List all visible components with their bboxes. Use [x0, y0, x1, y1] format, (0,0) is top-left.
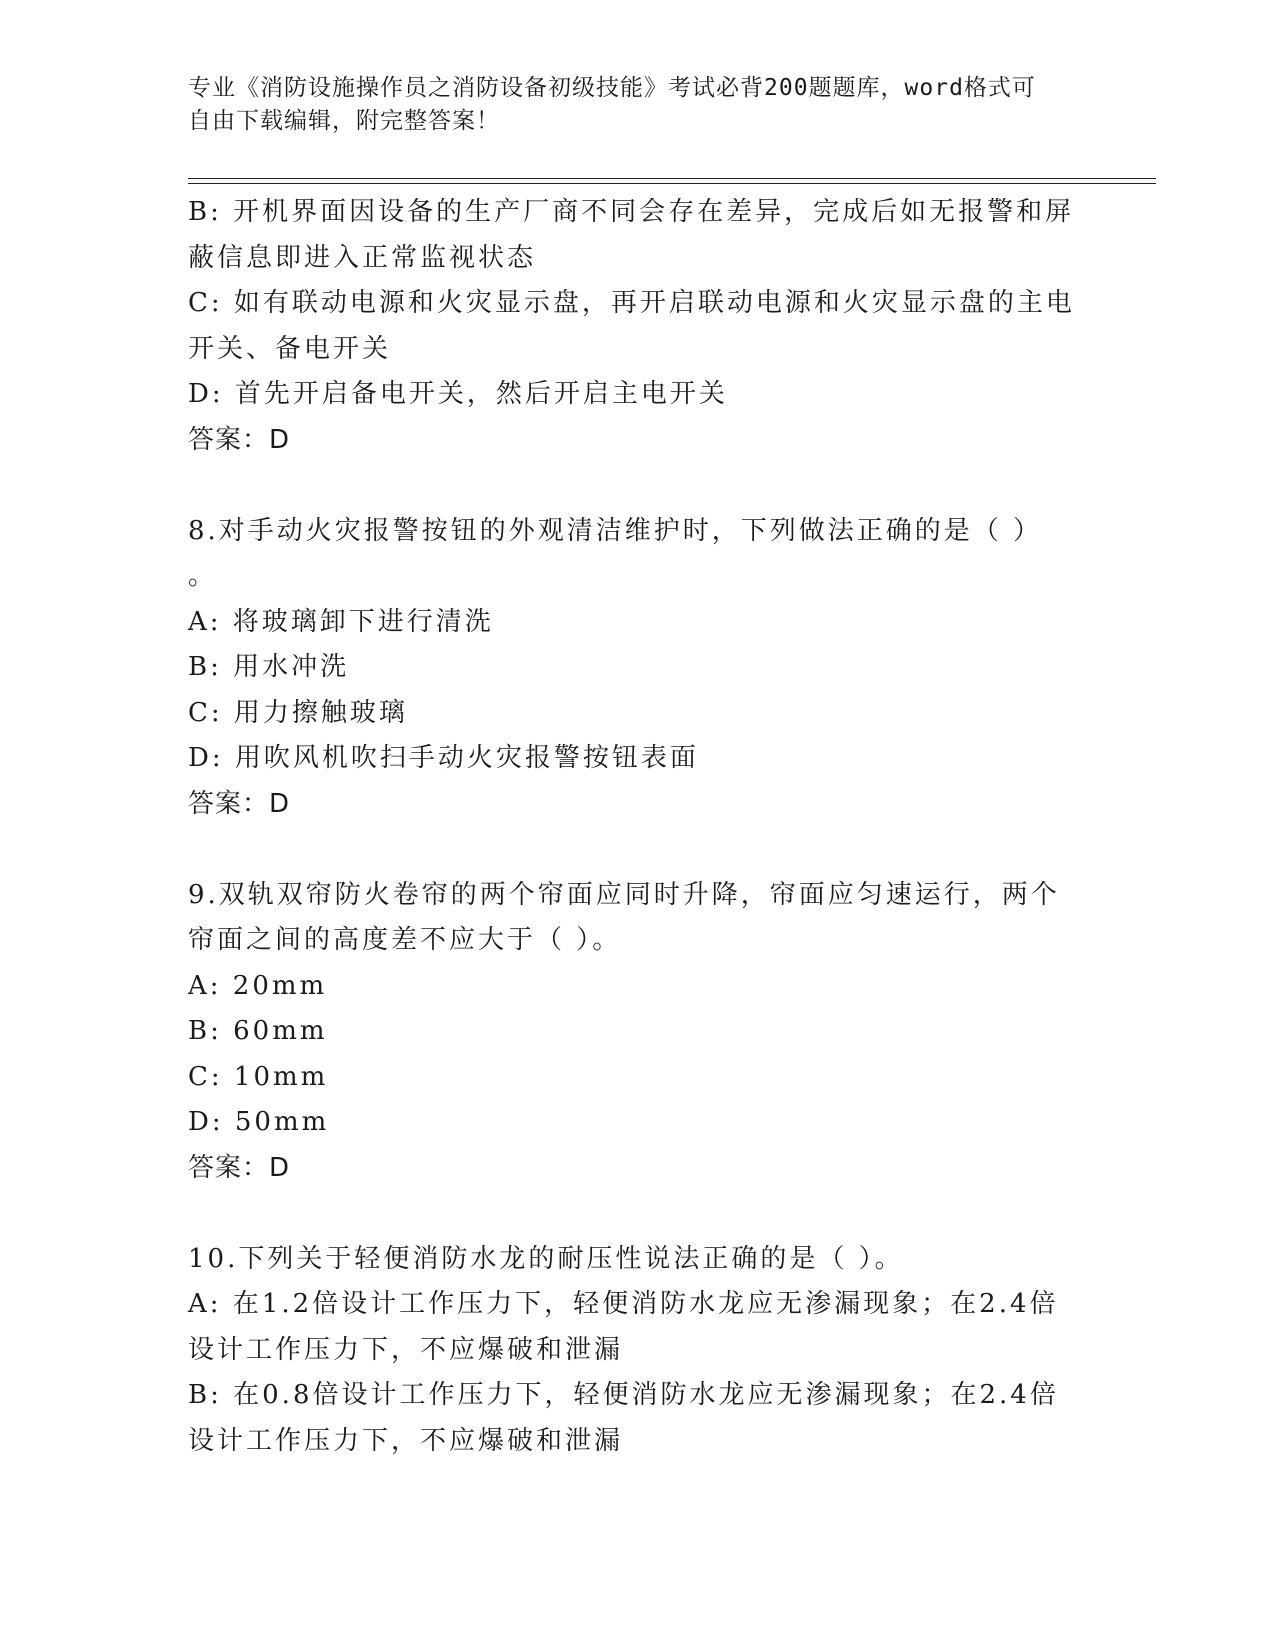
option-a-line-2: 设计工作压力下，不应爆破和泄漏 — [188, 1334, 624, 1365]
question-8 — [188, 509, 1088, 828]
header-line-2: 自由下载编辑，附完整答案！ — [188, 108, 500, 134]
document-header — [188, 72, 1088, 138]
option-b: B: 60mm — [188, 1016, 328, 1046]
option-d: D: 50mm — [188, 1107, 330, 1137]
spacer — [188, 1191, 1088, 1237]
answer: 答案：D — [188, 424, 291, 455]
question-stem-line-2: 帘面之间的高度差不应大于（ ）。 — [188, 925, 622, 955]
question-stem-line-1: 10.下列关于轻便消防水龙的耐压性说法正确的是（ ）。 — [188, 1243, 904, 1274]
option-a: A: 20mm — [188, 970, 328, 1001]
spacer — [188, 463, 1088, 509]
option-c-line-2: 开关、备电开关 — [188, 333, 392, 364]
spacer — [188, 827, 1088, 873]
header-divider-top — [188, 178, 1156, 179]
option-c-line-1: C: 如有联动电源和火灾显示盘，再开启联动电源和火灾显示盘的主电 — [188, 288, 1075, 318]
header-divider-bottom — [188, 183, 1156, 184]
option-d: D: 首先开启备电开关，然后开启主电开关 — [188, 379, 728, 409]
answer: 答案：D — [188, 788, 291, 819]
question-stem-line-1: 9.双轨双帘防火卷帘的两个帘面应同时升降，帘面应匀速运行，两个 — [188, 879, 1060, 910]
answer: 答案：D — [188, 1152, 291, 1183]
option-a-line-1: A: 在1.2倍设计工作压力下，轻便消防水龙应无渗漏现象；在2.4倍 — [188, 1289, 1059, 1319]
option-b-line-2: 蔽信息即进入正常监视状态 — [188, 242, 537, 273]
question-9 — [188, 873, 1088, 1192]
question-10 — [188, 1237, 1088, 1465]
question-stem-line-2: 。 — [188, 561, 218, 591]
option-b-line-1: B: 开机界面因设备的生产厂商不同会存在差异，完成后如无报警和屏 — [188, 197, 1075, 227]
option-c: C: 10mm — [188, 1061, 329, 1092]
question-7-tail — [188, 190, 1088, 463]
question-stem-line-1: 8.对手动火灾报警按钮的外观清洁维护时，下列做法正确的是（ ） — [188, 515, 1043, 546]
option-a: A: 将玻璃卸下进行清洗 — [188, 606, 494, 637]
option-b: B: 用水冲洗 — [188, 652, 350, 682]
question-content — [188, 190, 1088, 1464]
option-b-line-1: B: 在0.8倍设计工作压力下，轻便消防水龙应无渗漏现象；在2.4倍 — [188, 1380, 1059, 1410]
option-d: D: 用吹风机吹扫手动火灾报警按钮表面 — [188, 743, 699, 773]
header-line-1: 专业《消防设施操作员之消防设备初级技能》考试必背200题题库，word格式可 — [188, 75, 1036, 101]
option-b-line-2: 设计工作压力下，不应爆破和泄漏 — [188, 1425, 624, 1456]
option-c: C: 用力擦触玻璃 — [188, 697, 408, 728]
